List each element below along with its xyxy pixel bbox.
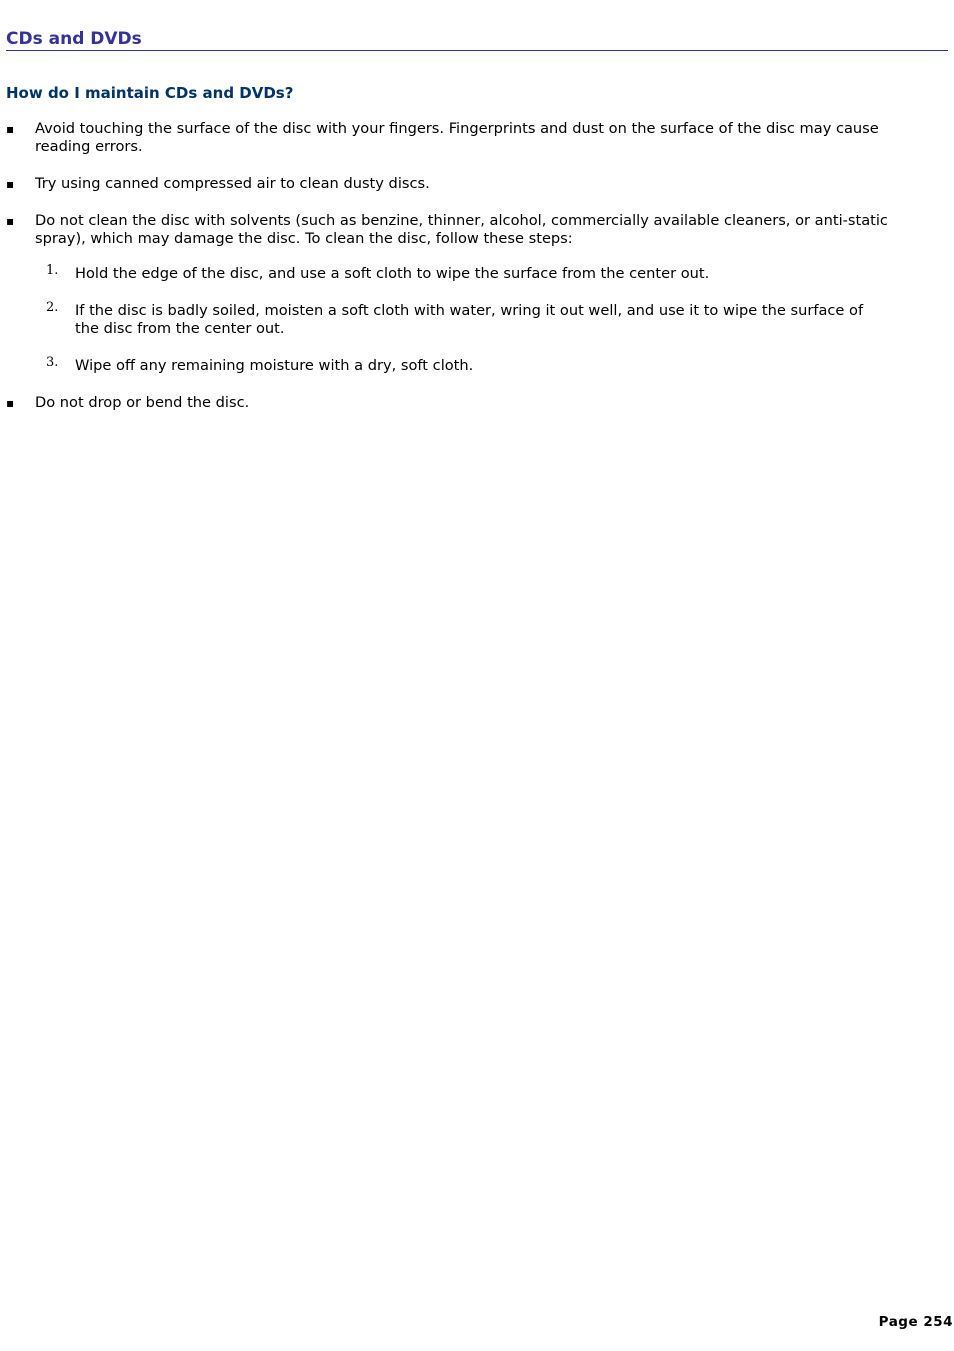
step-text: Hold the edge of the disc, and use a soft cloth to wipe the surface from the center out. <box>75 265 710 282</box>
step-item <box>35 302 918 338</box>
list-item <box>0 394 954 412</box>
cleaning-steps-list <box>35 265 918 375</box>
page-number: Page 254 <box>878 1314 953 1330</box>
list-item-text: Do not clean the disc with solvents (such as benzine, thinner, alcohol, commercially available cleaners, or anti-static spray), which may damage the disc. To clean the disc, follow these steps: <box>35 212 888 247</box>
section-heading: How do I maintain CDs and DVDs? <box>6 84 294 102</box>
square-bullet-icon: ▪ <box>6 122 15 136</box>
step-item <box>35 357 918 375</box>
page-title: CDs and DVDs <box>6 29 948 51</box>
step-number: 1. <box>46 263 59 278</box>
maintenance-tips-list <box>0 120 954 431</box>
square-bullet-icon: ▪ <box>6 177 15 191</box>
square-bullet-icon: ▪ <box>6 214 15 228</box>
list-item-text: Avoid touching the surface of the disc with your fingers. Fingerprints and dust on the surface of the disc may cause reading errors. <box>35 120 879 155</box>
list-item-text: Do not drop or bend the disc. <box>35 394 250 411</box>
step-text: If the disc is badly soiled, moisten a soft cloth with water, wring it out well, and use it to wipe the surface of the disc from the center out. <box>75 302 864 337</box>
square-bullet-icon: ▪ <box>6 396 15 410</box>
list-item <box>0 175 954 193</box>
list-item <box>0 120 954 156</box>
step-number: 2. <box>46 300 59 315</box>
list-item <box>0 212 954 375</box>
step-number: 3. <box>46 355 59 370</box>
list-item-text: Try using canned compressed air to clean dusty discs. <box>35 175 430 192</box>
step-text: Wipe off any remaining moisture with a dry, soft cloth. <box>75 357 474 374</box>
step-item <box>35 265 918 283</box>
